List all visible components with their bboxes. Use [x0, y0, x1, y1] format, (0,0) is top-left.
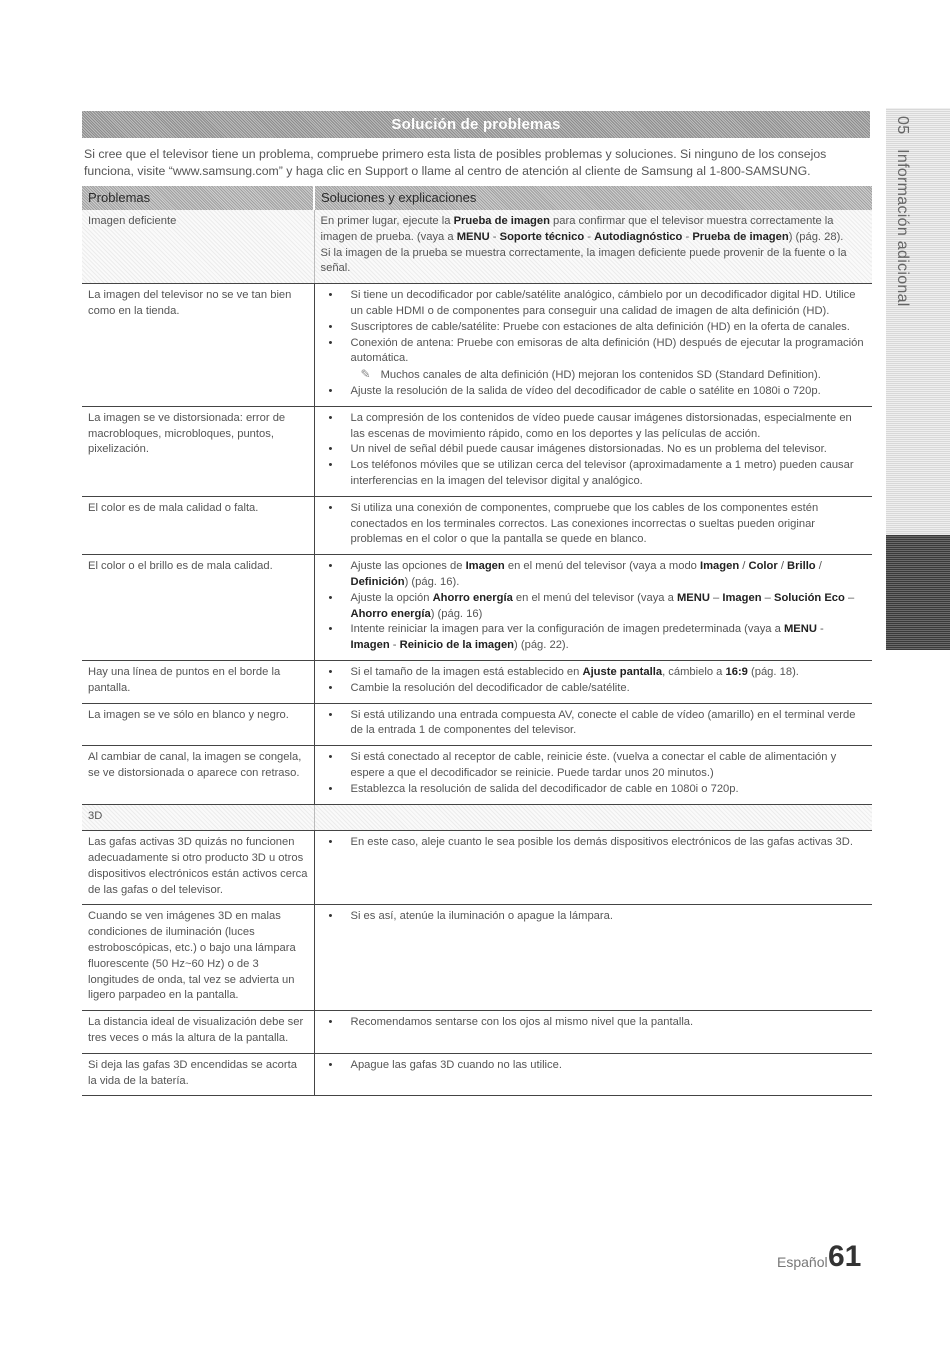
- solution-bullet: • La compresión de los contenidos de vídeo puede causar imágenes distorsionadas, especialmente en las escenas de movimiento rápido, como en los deportes y las películas de acción.: [351, 411, 867, 443]
- solution-cell: [314, 406, 872, 496]
- solution-bullet: • Si es así, atenúe la iluminación o apague la lámpara.: [351, 909, 867, 925]
- solution-cell: [314, 831, 872, 905]
- problem-cell: La imagen se ve distorsionada: error de macrobloques, microbloques, puntos, pixelización.: [82, 406, 314, 496]
- solution-bullet: • Si está utilizando una entrada compuesta AV, conecte el cable de vídeo (amarillo) en el terminal verde de la entrada 1 de componentes del televisor.: [351, 708, 867, 740]
- solution-bullet: • Si está conectado al receptor de cable, reinicie éste. (vuelva a conectar el cable de alimentación y espere a que el decodificador se reinicie. Puede tardar unos 20 minutos.): [351, 750, 867, 782]
- problem-cell: Imagen deficiente: [82, 210, 314, 284]
- solution-bullet: • Ajuste la resolución de la salida de vídeo del decodificador de cable o satélite en 1080i o 720p.: [351, 384, 867, 400]
- table-row: [82, 831, 872, 905]
- section-label-3d: 3D: [82, 804, 314, 831]
- solution-bullet: • Si utiliza una conexión de componentes, compruebe que los cables de los componentes estén conectados en los terminales correctos. Las conexiones incorrectas o sueltas pueden originar problemas en el color o que la pantalla se quede en blanco.: [351, 501, 867, 548]
- problem-cell: La imagen se ve sólo en blanco y negro.: [82, 703, 314, 746]
- table-row: [82, 660, 872, 703]
- solution-cell: [314, 210, 872, 284]
- solution-bullet: • Establezca la resolución de salida del decodificador de cable en 1080i o 720p.: [351, 782, 867, 798]
- note-pencil-icon: ✎: [360, 367, 371, 382]
- solution-bullet: • Intente reiniciar la imagen para ver la configuración de imagen predeterminada (vaya a MENU - Imagen - Reinicio de la imagen) (pág. 22).: [351, 622, 867, 654]
- problem-cell: La distancia ideal de visualización debe ser tres veces o más la altura de la pantalla.: [82, 1011, 314, 1054]
- solution-bullet: • Si tiene un decodificador por cable/satélite analógico, cámbielo por un decodificador digital HD. Utilice un cable HDMI o de componentes para conseguir una calidad de imagen de alta definición (HD).: [351, 288, 867, 320]
- solution-bullet: • Si el tamaño de la imagen está establecido en Ajuste pantalla, cámbielo a 16:9 (pág. 18).: [351, 665, 867, 681]
- section-title-bar: [82, 111, 870, 138]
- chapter-side-label: [893, 116, 911, 307]
- solution-cell: [314, 1053, 872, 1096]
- page-title: Solución de problemas: [391, 116, 561, 133]
- solution-cell: [314, 1011, 872, 1054]
- solution-bullet: • Ajuste las opciones de Imagen en el menú del televisor (vaya a modo Imagen / Color / Brillo / Definición) (pág. 16).: [351, 559, 867, 591]
- solution-cell: [314, 660, 872, 703]
- solution-bullet: • Recomendamos sentarse con los ojos al mismo nivel que la pantalla.: [351, 1015, 867, 1031]
- problem-cell: Al cambiar de canal, la imagen se congela, se ve distorsionada o aparece con retraso.: [82, 746, 314, 804]
- problem-cell: La imagen del televisor no se ve tan bien como en la tienda.: [82, 284, 314, 407]
- problem-cell: Hay una línea de puntos en el borde la pantalla.: [82, 660, 314, 703]
- side-tab-dark-block: [886, 535, 950, 650]
- problem-cell: Las gafas activas 3D quizás no funcionen adecuadamente si otro producto 3D u otros dispositivos electrónicos están activos cerca de las gafas o del televisor.: [82, 831, 314, 905]
- problem-cell: El color o el brillo es de mala calidad.: [82, 555, 314, 661]
- solution-bullet: • Un nivel de señal débil puede causar imágenes distorsionadas. No es un problema del televisor.: [351, 442, 867, 458]
- solution-cell: [314, 284, 872, 407]
- solution-bullet: • Ajuste la opción Ahorro energía en el menú del televisor (vaya a MENU – Imagen – Solución Eco – Ahorro energía) (pág. 16): [351, 591, 867, 623]
- page-number: 61: [828, 1240, 862, 1273]
- intro-paragraph: Si cree que el televisor tiene un problema, compruebe primero esta lista de posibles problemas y soluciones. Si ninguno de los consejos funciona, visite “www.samsung.com” y haga clic en Support o llame al centro de atención al cliente de Samsung al 1-800-SAMSUNG.: [84, 147, 827, 178]
- table-row: [82, 1053, 872, 1096]
- solution-cell: [314, 703, 872, 746]
- table-row: [82, 1011, 872, 1054]
- solution-cell: [314, 905, 872, 1011]
- problem-cell: Si deja las gafas 3D encendidas se acorta la vida de la batería.: [82, 1053, 314, 1096]
- table-row: [82, 284, 872, 407]
- solution-text: En primer lugar, ejecute la Prueba de imagen para confirmar que el televisor muestra correctamente la imagen de prueba. (vaya a MENU - Soporte técnico - Autodiagnóstico - Prueba de imagen) (pág. 28).: [320, 215, 844, 243]
- header-problems: Problemas: [82, 186, 314, 210]
- solution-cell: [314, 746, 872, 804]
- solution-bullet: • Conexión de antena: Pruebe con emisoras de alta definición (HD) después de ejecutar la programación automática.: [351, 336, 867, 368]
- table-row: [82, 210, 872, 284]
- chapter-number: 05: [894, 116, 911, 135]
- table-row: [82, 496, 872, 554]
- solution-bullet: • Apague las gafas 3D cuando no las utilice.: [351, 1058, 867, 1074]
- table-row: [82, 905, 872, 1011]
- problem-cell: El color es de mala calidad o falta.: [82, 496, 314, 554]
- solution-bullet: • Los teléfonos móviles que se utilizan cerca del televisor (aproximadamente a 1 metro) pueden causar interferencias en la imagen del televisor digital y analógico.: [351, 458, 867, 490]
- solution-bullet: • En este caso, aleje cuanto le sea posible los demás dispositivos electrónicos de las gafas activas 3D.: [351, 835, 867, 851]
- problem-cell: Cuando se ven imágenes 3D en malas condiciones de iluminación (luces estroboscópicas, etc.) o bajo una lámpara fluorescente (50 Hz~60 Hz) o de 3 longitudes de onda, tal vez se advierta un ligero parpadeo en la pantalla.: [82, 905, 314, 1011]
- footer-language: Español: [777, 1254, 828, 1270]
- table-row: [82, 703, 872, 746]
- table-section-row: [82, 804, 872, 831]
- solution-cell: [314, 555, 872, 661]
- header-solutions: Soluciones y explicaciones: [314, 186, 872, 210]
- solution-cell: [314, 804, 872, 831]
- solution-bullet: • Suscriptores de cable/satélite: Pruebe con estaciones de alta definición (HD) en la oferta de canales.: [351, 320, 867, 336]
- chapter-name: Información adicional: [894, 149, 911, 307]
- troubleshooting-table: [82, 186, 872, 1096]
- table-row: [82, 406, 872, 496]
- solution-bullet: • Cambie la resolución del decodificador de cable/satélite.: [351, 681, 867, 697]
- solution-cell: [314, 496, 872, 554]
- table-row: [82, 746, 872, 804]
- table-row: [82, 555, 872, 661]
- table-header-row: [82, 186, 872, 210]
- solution-text: Si la imagen de la prueba se muestra correctamente, la imagen deficiente puede provenir de la fuente o la señal.: [320, 246, 847, 275]
- solution-note: ✎ Muchos canales de alta definición (HD) mejoran los contenidos SD (Standard Definition).: [360, 367, 821, 382]
